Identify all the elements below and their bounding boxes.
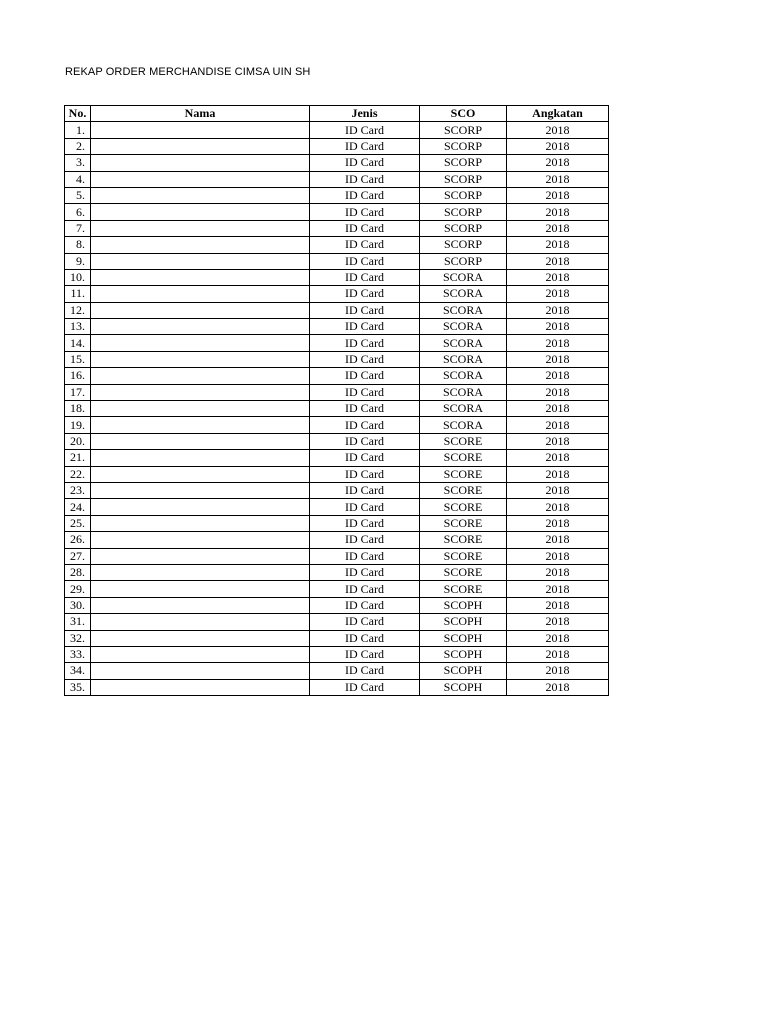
cell-sco: SCORE	[420, 466, 507, 482]
cell-nama	[91, 401, 310, 417]
cell-sco: SCORP	[420, 253, 507, 269]
table-row	[65, 155, 609, 171]
cell-nama	[91, 351, 310, 367]
table-row	[65, 171, 609, 187]
table-body	[65, 122, 609, 696]
header-jenis: Jenis	[310, 106, 420, 122]
cell-sco: SCORA	[420, 417, 507, 433]
cell-nama	[91, 335, 310, 351]
cell-angkatan: 2018	[507, 417, 609, 433]
cell-sco: SCORP	[420, 138, 507, 154]
cell-jenis: ID Card	[310, 384, 420, 400]
cell-no: 5.	[65, 187, 91, 203]
cell-sco: SCORA	[420, 401, 507, 417]
table-row	[65, 663, 609, 679]
cell-jenis: ID Card	[310, 417, 420, 433]
cell-angkatan: 2018	[507, 138, 609, 154]
cell-sco: SCORA	[420, 319, 507, 335]
cell-no: 6.	[65, 204, 91, 220]
cell-nama	[91, 581, 310, 597]
cell-jenis: ID Card	[310, 351, 420, 367]
cell-sco: SCORE	[420, 532, 507, 548]
cell-jenis: ID Card	[310, 138, 420, 154]
cell-angkatan: 2018	[507, 630, 609, 646]
table-row	[65, 220, 609, 236]
cell-jenis: ID Card	[310, 187, 420, 203]
cell-angkatan: 2018	[507, 532, 609, 548]
cell-sco: SCORP	[420, 155, 507, 171]
cell-angkatan: 2018	[507, 466, 609, 482]
cell-sco: SCORA	[420, 368, 507, 384]
cell-jenis: ID Card	[310, 646, 420, 662]
table-row	[65, 384, 609, 400]
cell-sco: SCORE	[420, 482, 507, 498]
cell-sco: SCORA	[420, 335, 507, 351]
cell-nama	[91, 220, 310, 236]
cell-sco: SCORE	[420, 564, 507, 580]
cell-angkatan: 2018	[507, 663, 609, 679]
cell-no: 34.	[65, 663, 91, 679]
cell-no: 22.	[65, 466, 91, 482]
cell-jenis: ID Card	[310, 171, 420, 187]
cell-angkatan: 2018	[507, 187, 609, 203]
cell-no: 27.	[65, 548, 91, 564]
cell-angkatan: 2018	[507, 597, 609, 613]
cell-sco: SCOPH	[420, 663, 507, 679]
cell-jenis: ID Card	[310, 253, 420, 269]
cell-no: 31.	[65, 614, 91, 630]
cell-jenis: ID Card	[310, 319, 420, 335]
cell-nama	[91, 138, 310, 154]
cell-jenis: ID Card	[310, 269, 420, 285]
table-row	[65, 548, 609, 564]
cell-sco: SCORA	[420, 269, 507, 285]
cell-no: 3.	[65, 155, 91, 171]
cell-nama	[91, 548, 310, 564]
cell-no: 25.	[65, 515, 91, 531]
cell-nama	[91, 204, 310, 220]
cell-sco: SCORA	[420, 286, 507, 302]
cell-jenis: ID Card	[310, 614, 420, 630]
table-row	[65, 204, 609, 220]
order-table	[64, 105, 609, 696]
table-row	[65, 499, 609, 515]
table-row	[65, 450, 609, 466]
cell-no: 21.	[65, 450, 91, 466]
cell-nama	[91, 122, 310, 138]
cell-angkatan: 2018	[507, 286, 609, 302]
header-angkatan: Angkatan	[507, 106, 609, 122]
cell-angkatan: 2018	[507, 548, 609, 564]
cell-no: 7.	[65, 220, 91, 236]
cell-sco: SCORE	[420, 499, 507, 515]
cell-nama	[91, 368, 310, 384]
table-row	[65, 581, 609, 597]
cell-jenis: ID Card	[310, 663, 420, 679]
cell-no: 29.	[65, 581, 91, 597]
header-sco: SCO	[420, 106, 507, 122]
cell-no: 30.	[65, 597, 91, 613]
header-no: No.	[65, 106, 91, 122]
cell-sco: SCORA	[420, 302, 507, 318]
table-row	[65, 466, 609, 482]
cell-jenis: ID Card	[310, 482, 420, 498]
cell-nama	[91, 302, 310, 318]
table-row	[65, 138, 609, 154]
cell-nama	[91, 564, 310, 580]
cell-angkatan: 2018	[507, 515, 609, 531]
table-row	[65, 646, 609, 662]
cell-no: 1.	[65, 122, 91, 138]
cell-jenis: ID Card	[310, 368, 420, 384]
table-row	[65, 564, 609, 580]
cell-angkatan: 2018	[507, 450, 609, 466]
table-row	[65, 597, 609, 613]
cell-jenis: ID Card	[310, 548, 420, 564]
cell-angkatan: 2018	[507, 614, 609, 630]
table-row	[65, 368, 609, 384]
cell-nama	[91, 597, 310, 613]
cell-no: 19.	[65, 417, 91, 433]
cell-angkatan: 2018	[507, 433, 609, 449]
cell-nama	[91, 187, 310, 203]
cell-no: 9.	[65, 253, 91, 269]
cell-jenis: ID Card	[310, 450, 420, 466]
cell-nama	[91, 630, 310, 646]
cell-nama	[91, 466, 310, 482]
cell-jenis: ID Card	[310, 499, 420, 515]
cell-angkatan: 2018	[507, 482, 609, 498]
cell-no: 35.	[65, 679, 91, 695]
table-row	[65, 515, 609, 531]
cell-nama	[91, 237, 310, 253]
cell-jenis: ID Card	[310, 597, 420, 613]
table-row	[65, 286, 609, 302]
cell-jenis: ID Card	[310, 564, 420, 580]
cell-no: 12.	[65, 302, 91, 318]
table-row	[65, 482, 609, 498]
cell-nama	[91, 532, 310, 548]
cell-nama	[91, 171, 310, 187]
cell-sco: SCOPH	[420, 646, 507, 662]
cell-sco: SCOPH	[420, 614, 507, 630]
cell-angkatan: 2018	[507, 204, 609, 220]
cell-sco: SCORP	[420, 187, 507, 203]
cell-jenis: ID Card	[310, 679, 420, 695]
cell-no: 8.	[65, 237, 91, 253]
cell-sco: SCORP	[420, 171, 507, 187]
cell-angkatan: 2018	[507, 237, 609, 253]
cell-nama	[91, 417, 310, 433]
cell-angkatan: 2018	[507, 319, 609, 335]
cell-no: 13.	[65, 319, 91, 335]
cell-angkatan: 2018	[507, 499, 609, 515]
cell-jenis: ID Card	[310, 237, 420, 253]
cell-nama	[91, 286, 310, 302]
cell-no: 10.	[65, 269, 91, 285]
cell-angkatan: 2018	[507, 384, 609, 400]
cell-sco: SCORE	[420, 433, 507, 449]
cell-angkatan: 2018	[507, 155, 609, 171]
cell-angkatan: 2018	[507, 581, 609, 597]
cell-nama	[91, 499, 310, 515]
cell-sco: SCORE	[420, 450, 507, 466]
cell-no: 16.	[65, 368, 91, 384]
cell-angkatan: 2018	[507, 401, 609, 417]
table-row	[65, 237, 609, 253]
cell-no: 18.	[65, 401, 91, 417]
cell-angkatan: 2018	[507, 302, 609, 318]
cell-angkatan: 2018	[507, 122, 609, 138]
cell-angkatan: 2018	[507, 646, 609, 662]
cell-sco: SCOPH	[420, 630, 507, 646]
cell-sco: SCORP	[420, 204, 507, 220]
cell-jenis: ID Card	[310, 335, 420, 351]
cell-angkatan: 2018	[507, 368, 609, 384]
cell-jenis: ID Card	[310, 122, 420, 138]
cell-nama	[91, 433, 310, 449]
cell-angkatan: 2018	[507, 335, 609, 351]
cell-angkatan: 2018	[507, 351, 609, 367]
cell-nama	[91, 269, 310, 285]
cell-jenis: ID Card	[310, 155, 420, 171]
cell-no: 15.	[65, 351, 91, 367]
cell-nama	[91, 515, 310, 531]
cell-nama	[91, 253, 310, 269]
cell-sco: SCOPH	[420, 597, 507, 613]
cell-no: 32.	[65, 630, 91, 646]
cell-no: 20.	[65, 433, 91, 449]
cell-sco: SCORA	[420, 384, 507, 400]
cell-jenis: ID Card	[310, 630, 420, 646]
cell-sco: SCORA	[420, 351, 507, 367]
cell-no: 14.	[65, 335, 91, 351]
cell-sco: SCORP	[420, 122, 507, 138]
table-row	[65, 614, 609, 630]
cell-jenis: ID Card	[310, 466, 420, 482]
table-row	[65, 335, 609, 351]
cell-no: 28.	[65, 564, 91, 580]
cell-jenis: ID Card	[310, 204, 420, 220]
cell-no: 2.	[65, 138, 91, 154]
cell-nama	[91, 384, 310, 400]
cell-jenis: ID Card	[310, 286, 420, 302]
table-row	[65, 351, 609, 367]
table-row	[65, 532, 609, 548]
cell-nama	[91, 614, 310, 630]
cell-jenis: ID Card	[310, 302, 420, 318]
table-row	[65, 679, 609, 695]
table-row	[65, 269, 609, 285]
table-row	[65, 187, 609, 203]
cell-angkatan: 2018	[507, 171, 609, 187]
cell-nama	[91, 646, 310, 662]
cell-angkatan: 2018	[507, 253, 609, 269]
cell-sco: SCORP	[420, 237, 507, 253]
cell-jenis: ID Card	[310, 581, 420, 597]
cell-no: 33.	[65, 646, 91, 662]
cell-sco: SCORE	[420, 515, 507, 531]
cell-no: 24.	[65, 499, 91, 515]
cell-jenis: ID Card	[310, 220, 420, 236]
cell-jenis: ID Card	[310, 532, 420, 548]
table-row	[65, 253, 609, 269]
cell-jenis: ID Card	[310, 515, 420, 531]
cell-no: 4.	[65, 171, 91, 187]
cell-nama	[91, 155, 310, 171]
table-row	[65, 417, 609, 433]
cell-sco: SCORP	[420, 220, 507, 236]
table-header-row	[65, 106, 609, 122]
cell-jenis: ID Card	[310, 433, 420, 449]
table-row	[65, 433, 609, 449]
cell-jenis: ID Card	[310, 401, 420, 417]
cell-nama	[91, 663, 310, 679]
table-row	[65, 401, 609, 417]
cell-angkatan: 2018	[507, 679, 609, 695]
cell-no: 11.	[65, 286, 91, 302]
header-nama: Nama	[91, 106, 310, 122]
cell-sco: SCOPH	[420, 679, 507, 695]
cell-sco: SCORE	[420, 581, 507, 597]
cell-no: 23.	[65, 482, 91, 498]
cell-angkatan: 2018	[507, 564, 609, 580]
table-row	[65, 319, 609, 335]
cell-angkatan: 2018	[507, 269, 609, 285]
table-row	[65, 122, 609, 138]
table-row	[65, 630, 609, 646]
cell-sco: SCORE	[420, 548, 507, 564]
cell-no: 17.	[65, 384, 91, 400]
cell-nama	[91, 482, 310, 498]
cell-angkatan: 2018	[507, 220, 609, 236]
cell-nama	[91, 319, 310, 335]
table-row	[65, 302, 609, 318]
cell-nama	[91, 679, 310, 695]
cell-nama	[91, 450, 310, 466]
cell-no: 26.	[65, 532, 91, 548]
document-title: REKAP ORDER MERCHANDISE CIMSA UIN SH	[65, 66, 311, 78]
